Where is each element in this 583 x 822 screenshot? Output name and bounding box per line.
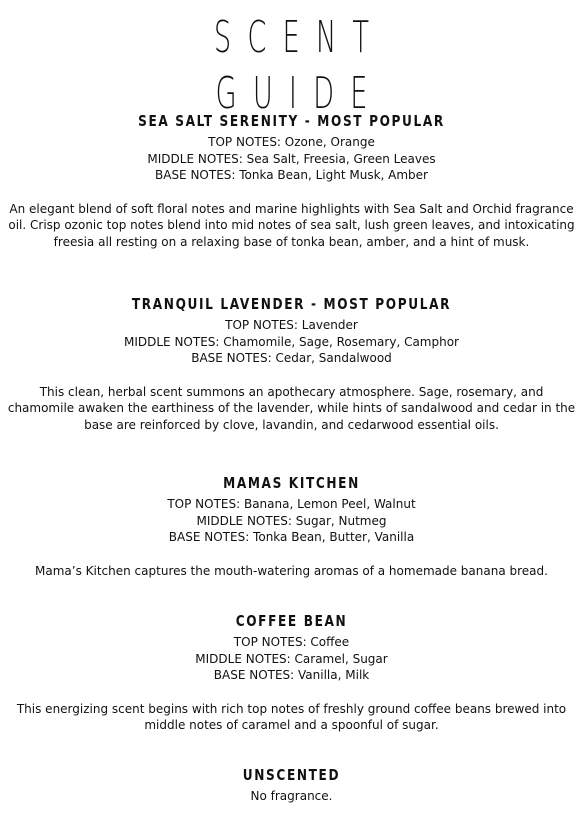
middle-notes: MIDDLE NOTES: Sugar, Nutmeg <box>196 513 387 528</box>
base-notes: BASE NOTES: Tonka Bean, Butter, Vanilla <box>168 530 415 544</box>
scent-section-mamas-kitchen <box>0 474 583 579</box>
scent-name: TRANQUIL LAVENDER - MOST POPULAR <box>131 295 452 313</box>
scent-section-sea-salt-serenity <box>0 112 583 250</box>
scent-section-unscented <box>0 766 583 805</box>
base-notes: BASE NOTES: Vanilla, Milk <box>213 668 370 682</box>
scent-name: COFFEE BEAN <box>235 612 348 630</box>
scent-name: SEA SALT SERENITY - MOST POPULAR <box>138 112 445 130</box>
top-notes: TOP NOTES: Ozone, Orange <box>208 135 375 149</box>
scent-description: Mama’s Kitchen captures the mouth-watering aromas of a homemade banana bread. <box>35 563 548 578</box>
top-notes: TOP NOTES: Coffee <box>233 635 350 649</box>
scent-name: UNSCENTED <box>242 766 341 784</box>
scent-name: MAMAS KITCHEN <box>223 474 360 492</box>
middle-notes: MIDDLE NOTES: Caramel, Sugar <box>195 651 388 666</box>
middle-notes: MIDDLE NOTES: Sea Salt, Freesia, Green Leaves <box>147 151 436 166</box>
page-title: SCENT GUIDE <box>213 12 386 119</box>
scent-description: An elegant blend of soft floral notes and marine highlights with Sea Salt and Orchid fragrance oil. Crisp ozonic top notes blend into mid notes of sea salt, lush green leaves, and intoxicating freesia all resting on a relaxing base of tonka bean, amber, and a hint of musk. <box>8 201 575 249</box>
top-notes: TOP NOTES: Lavender <box>225 318 358 332</box>
base-notes: BASE NOTES: Cedar, Sandalwood <box>191 351 392 365</box>
base-notes: BASE NOTES: Tonka Bean, Light Musk, Amber <box>155 168 428 182</box>
scent-description: This clean, herbal scent summons an apothecary atmosphere. Sage, rosemary, and chamomile awaken the earthiness of the lavender, while hints of sandalwood and cedar in the base are reinforced by clove, lavandin, and cedarwood essential oils. <box>7 384 576 432</box>
top-notes: TOP NOTES: Banana, Lemon Peel, Walnut <box>167 497 416 511</box>
middle-notes: MIDDLE NOTES: Chamomile, Sage, Rosemary, Camphor <box>123 334 459 349</box>
scent-section-coffee-bean <box>0 612 583 734</box>
scent-description: This energizing scent begins with rich top notes of freshly ground coffee beans brewed into middle notes of caramel and a spoonful of sugar. <box>16 701 567 732</box>
scent-section-tranquil-lavender <box>0 295 583 433</box>
scent-description: No fragrance. <box>250 789 333 803</box>
